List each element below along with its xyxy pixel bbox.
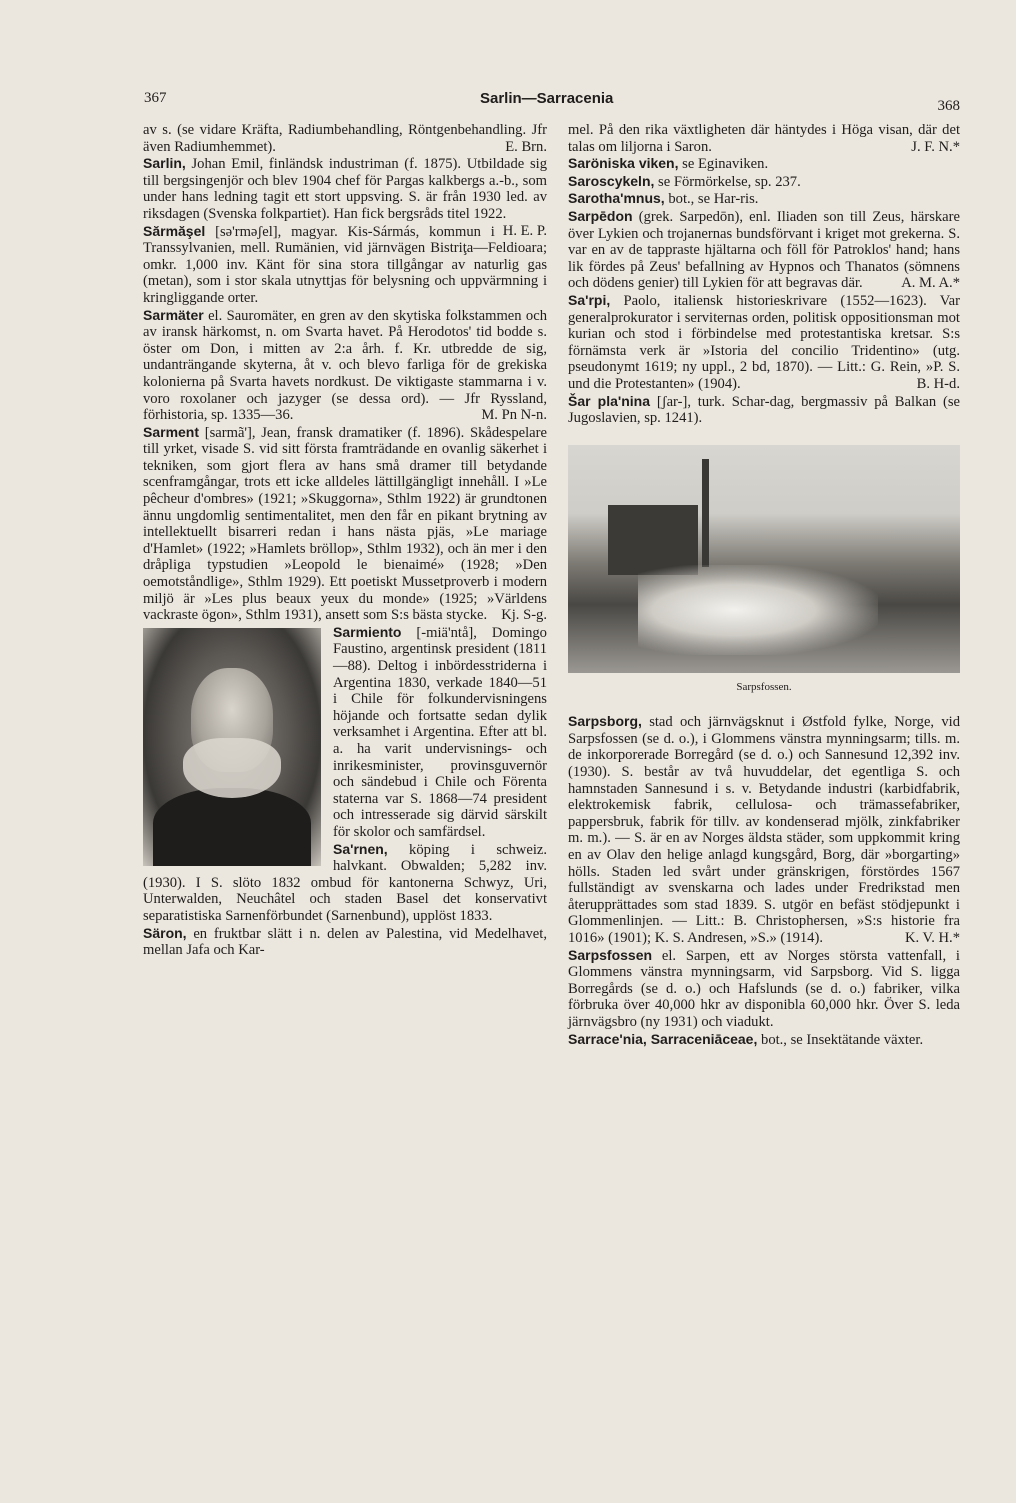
entry-headword: Sa'rnen, bbox=[333, 840, 388, 857]
entry-sarment: Sarment [sarmã'], Jean, fransk dramatiker (f. 1896). Skådespelare till yrket, visade S. vid sitt första framträdande en ovanlig säkerhet i tekniken, som gjort flera av hans små dramer till betydande scenframgångar, trots ett icke alldeles lättillgängligt innehåll. I »Le pêcheur d'ombres» (1921; »Skuggorna», Sthlm 1922) är grundtonen ännu ungdomlig sentimentalitet, men den får en pikant brytning av intellektuellt bisarreri redan i hans nästa pjäs, »Le mariage d'Hamlet» (1922; »Hamlets bröllop», Sthlm 1932), och än mer i den dråpliga typstudien »Leopold le bienaimé» (1928; »Den oemotståndlige», Sthlm 1929). Ett poetiskt Mussetproverb i modern miljö är »Les plus beaux yeux du monde» (1925; »Världens vackraste ögon», Sthlm 1931), ansett som S:s bästa stycke. Kj. S-g. bbox=[143, 423, 547, 624]
entry-sar-planina: Šar pla'nina [ʃar-], turk. Schar-dag, bergmassiv på Balkan (se Jugoslavien, sp. 1241). bbox=[568, 392, 960, 427]
entry-headword: Sarment bbox=[143, 423, 200, 440]
entry-sarnen: Sa'rnen, köping i schweiz. halvkant. Obwalden; 5,282 inv. (1930). I S. slöto 1832 ombud för kantonerna Schwyz, Uri, Unterwalden, Neuchâtel och staden Basel det konservativt separatistiska Sarnenförbundet (Sarnenbund), upplöst 1833. bbox=[143, 840, 547, 924]
entry-sarpedon: Sarpēdon (grek. Sarpedōn), enl. Iliaden son till Zeus, härskare över Lykien och trojanernas bundsförvant i kriget mot grekerna. S. var en av de tappraste hjältarna och föll för Patroklos' hand; hans lik fördes på Zeus' befallning av Hypnos och Thanatos (sömnens och dödens genier) till Lykien för att begravas där. A. M. A.* bbox=[568, 207, 960, 292]
page-number-right: 368 bbox=[937, 98, 960, 114]
running-title: Sarlin—Sarracenia bbox=[480, 90, 614, 107]
signature: M. Pn N-n. bbox=[481, 407, 547, 424]
entry-saroniska-viken: Saröniska viken, se Eginaviken. bbox=[568, 155, 769, 173]
entry-headword: Sarlin, bbox=[143, 155, 186, 172]
signature: H. E. P. bbox=[502, 222, 547, 239]
sarmiento-portrait-image bbox=[143, 628, 321, 866]
entry-headword: Sarpsborg, bbox=[568, 713, 642, 730]
entry-headword: Sarpsfossen bbox=[568, 946, 653, 963]
entry-sarpsborg: Sarpsborg, stad och järnvägsknut i Østfold fylke, Norge, vid Sarpsfossen (se d. o.), i Glommens vänstra mynningsarm; tills. m. de inkorporerade Borregård (se d. o.) och Sannesund 12,392 inv. (1930). S. består av två huvuddelar, det egentliga S. och hamnstaden Sannesund i s. v. Betydande industri (karbidfabrik, elektrokemisk fabrik, cellulosa- och trämassefabriker, pappersbruk, fabrik för tillv. av kondenserad mjölk, zinkfabriker m. m.). — S. är en av Norges äldsta städer, som uppkommit kring en av Olav den helige anlagd kungsgård, Borg, där »borgarting» hölls. Staden led svårt under gränskrigen, förstördes 1567 fullständigt av svenskarna och lades under Fredrikstad men återupprättades som stad 1839. S. utgör en befäst stödjepunkt i Glommenlinjen. — Litt.: B. Christophersen, »S:s historie fra 1016» (1901); K. S. Andresen, »S.» (1914). K. V. H.* bbox=[568, 713, 960, 946]
entry-sarracenia: Sarrace'nia, Sarraceniāceae, bot., se Insektätande växter. bbox=[568, 1030, 924, 1048]
entry-headword: Sarrace'nia, Sarraceniāceae, bbox=[568, 1030, 758, 1047]
entry-sarothamnus: Sarotha'mnus, bot., se Har-ris. bbox=[568, 190, 759, 208]
entry-headword: Saröniska viken, bbox=[568, 155, 679, 172]
entry-sarpsfossen: Sarpsfossen el. Sarpen, ett av Norges största vattenfall, i Glommens vänstra mynningsarm, vid Sarpsborg. Vid S. ligga Borregårds (se d. o.) och Hafslunds (se d. o.) fabriker, vilka förbruka över 40,000 hkr av disponibla 60,000 hkr. Över S. leda järnvägsbro (ny 1931) och viadukt. bbox=[568, 946, 960, 1030]
entry-headword: Sarmiento bbox=[333, 623, 402, 640]
photo-caption: Sarpsfossen. bbox=[736, 680, 792, 693]
sarpsfossen-photo-image bbox=[568, 445, 960, 673]
entry-sarmasel: Sărmăşel [sə'rməʃel], magyar. Kis-Sármás, kommun i Transsylvanien, mell. Rumänien, vid järnvägen Bistriţa—Feldioara; omkr. 1,000 inv. Känt för sina stora tillgångar av naturlig gas (metan), som i stor skala utnyttjas för belysning och uppvärmning i kringliggande orter. bbox=[143, 222, 547, 306]
entry-headword: Säron, bbox=[143, 924, 187, 941]
signature: J. F. N.* bbox=[911, 138, 960, 155]
entry-headword: Šar pla'nina bbox=[568, 392, 650, 409]
signature: B. H-d. bbox=[916, 375, 960, 392]
entry-sarlin: Sarlin, Johan Emil, finländsk industriman (f. 1875). Utbildade sig till bergsingenjör och blev 1904 chef för Pargas kalkbergs a.-b., som under hans ledning tagit ett stort uppsving. S. är från 1930 led. av riksdagen (Svenska folkpartiet). Han fick bergsråds titel 1922. H. E. P. bbox=[143, 155, 547, 239]
left-column bbox=[143, 122, 547, 959]
entry-sarpi: Sa'rpi, Paolo, italiensk historieskrivare (1552—1623). Var generalprokurator i serviternas orden, politisk oppositionsman mot kurian och stod i förbindelse med protestantiska kretsar. S:s förnämsta verk är »Istoria del concilio Tridentino» (utg. pseudonymt 1619; ny uppl., 2 bd, 1870). — Litt.: G. Rein, »P. S. und die Protestanten» (1904). B. H-d. bbox=[568, 291, 960, 392]
entry-headword: Sarpēdon bbox=[568, 207, 633, 224]
signature: E. Brn. bbox=[505, 138, 547, 155]
signature: K. V. H.* bbox=[904, 930, 960, 946]
entry-continuation: av s. (se vidare Kräfta, Radiumbehandling, Röntgenbehandling. Jfr även Radiumhemmet). E. Brn. bbox=[143, 122, 547, 155]
entry-sarmiento: Sarmiento [-miä'ntå], Domingo Faustino, argentinsk president (1811—88). Deltog i inbördesstriderna i Argentina 1830, verkade 1840—51 i Chile för folkundervisningens höjande och fortsatte sedan dylik verksamhet i Argentina. Efter att bl. a. ha varit undervisnings- och inrikesminister, provinsguvernör och sändebud i Chile och Förenta staterna var S. 1868—74 president och intresserade sig därvid särskilt för skolor och samfärdsel. bbox=[143, 624, 547, 841]
signature: A. M. A.* bbox=[901, 275, 960, 292]
signature: Kj. S-g. bbox=[501, 607, 547, 624]
entry-saron: Säron, en fruktbar slätt i n. delen av Palestina, vid Medelhavet, mellan Jafa och Kar- bbox=[143, 924, 547, 959]
entry-continuation: mel. På den rika växtligheten där häntydes i Höga visan, där det talas om liljorna i Saron. J. F. N.* bbox=[568, 122, 960, 155]
page-header bbox=[140, 88, 960, 112]
entry-headword: Saroscykeln, bbox=[568, 172, 655, 189]
page-number-left: 367 bbox=[144, 90, 167, 106]
entry-sarmater: Sarmäter el. Sauromäter, en gren av den skytiska folkstammen och av iransk härkomst, n. om Svarta havet. På Herodotos' tid bodde s. öster om Don, i mitten av 2:a årh. f. Kr. utbredde de sig, undanträngande skyterna, åt v. och blevo farliga för de grekiska kolonierna på Svarta havets nordkust. De viktigaste stammarna i v. voro roxolaner och jazyger (se dessa ord). — Jfr Ryssland, förhistoria, sp. 1335—36. M. Pn N-n. bbox=[143, 306, 548, 424]
right-column bbox=[568, 122, 960, 1048]
entry-headword: Sărmăşel bbox=[143, 222, 206, 239]
entry-headword: Sa'rpi, bbox=[568, 291, 611, 308]
entry-headword: Sarotha'mnus, bbox=[568, 190, 665, 207]
entry-saroscykeln: Saroscykeln, se Förmörkelse, sp. 237. bbox=[568, 172, 801, 190]
entry-headword: Sarmäter bbox=[143, 306, 204, 323]
